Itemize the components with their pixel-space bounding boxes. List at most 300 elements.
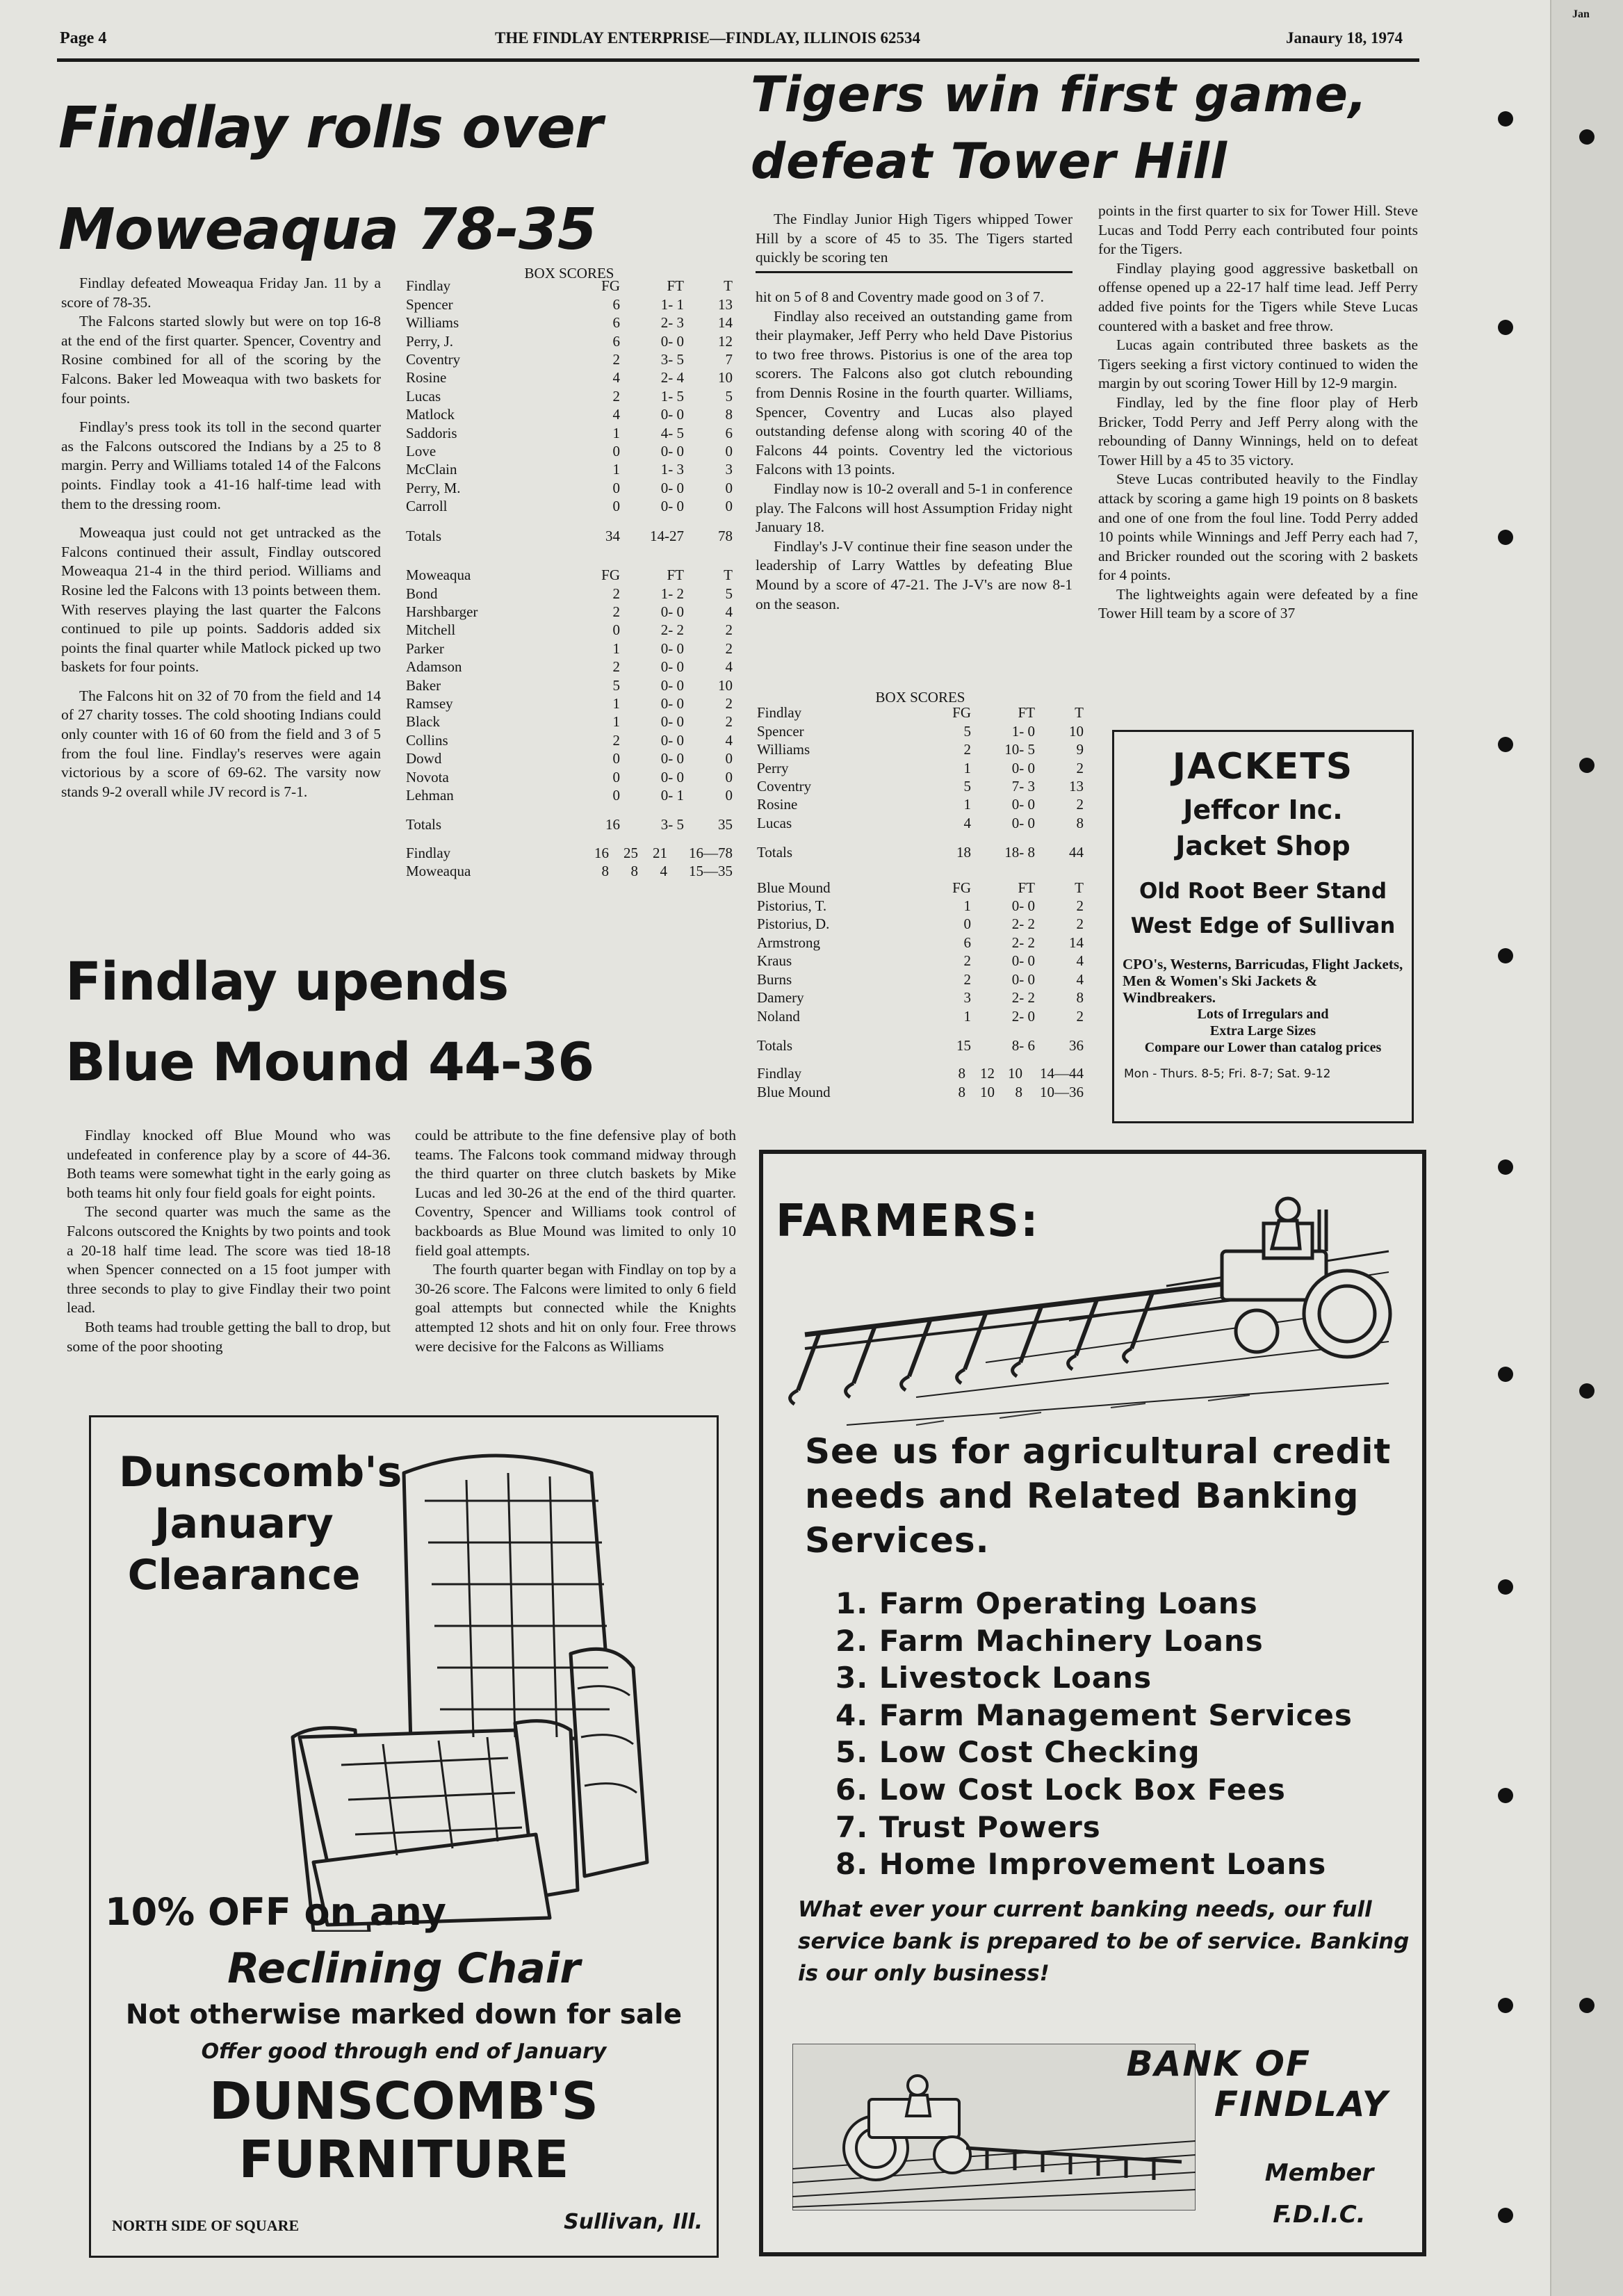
cell-stat: 1- 2: [660, 585, 684, 602]
cell-stat: 10: [1008, 1065, 1022, 1082]
cell-stat: 12: [980, 1065, 995, 1082]
player-row: [757, 1007, 1084, 1025]
cell-stat: 1- 1: [660, 295, 684, 313]
cell-name: Carroll: [406, 498, 448, 515]
article3-headline-line2: defeat Tower Hill: [751, 133, 1228, 190]
cell-stat: 4: [612, 369, 620, 386]
bank-name-line1: BANK OF: [1126, 2044, 1311, 2084]
totals-row: [757, 832, 1084, 861]
col-fg: FG: [952, 704, 971, 722]
cell-name: Perry, M.: [406, 479, 461, 496]
cell-stat: 14: [1069, 934, 1084, 951]
cell-stat: 0- 0: [660, 676, 684, 694]
binder-hole: [1498, 530, 1513, 545]
article2-p5: The fourth quarter began with Findlay on top by a 30-26 score. The Falcons were limited to only 6 field goal attempts but connected while the Knights attempted 12 shots and hit on only four. Free throws were decisive for the Falcons as Williams: [415, 1261, 736, 1355]
quarter-row: [757, 1064, 1084, 1082]
totals-ft: 14-27: [650, 527, 684, 544]
player-row: [757, 952, 1084, 970]
cell-stat: 8: [958, 1065, 965, 1082]
jackets-location1: Old Root Beer Stand: [1139, 879, 1387, 904]
article1-findlay-rows: [406, 295, 733, 516]
cell-stat: 0- 0: [1011, 897, 1035, 915]
cell-stat: 2: [725, 621, 733, 639]
cell-name: Saddoris: [406, 424, 457, 441]
cell-stat: 0- 0: [1011, 952, 1035, 970]
cell-stat: 4: [725, 603, 733, 620]
totals-label: Totals: [757, 844, 793, 861]
cell-stat: 0- 0: [660, 443, 684, 460]
bank-service-item: 6. Low Cost Lock Box Fees: [835, 1772, 1286, 1807]
cell-stat: 1: [963, 796, 971, 813]
article3-p4: Lucas again contributed three baskets as the Tigers seeking a first victory continued to widen the margin by out scoring Tower Hill by 12-9 margin.: [1098, 336, 1418, 392]
article2-headline-line2: Blue Mound 44-36: [65, 1031, 594, 1093]
cell-stat: 6: [612, 314, 620, 332]
cell-name: Kraus: [757, 952, 792, 970]
cell-stat: 0- 0: [660, 750, 684, 767]
totals-label: Totals: [757, 1036, 793, 1054]
cell-name: Rosine: [406, 369, 447, 386]
bank-service-item: 4. Farm Management Services: [835, 1697, 1353, 1732]
bank-name: [1062, 2044, 1389, 2124]
player-row: [406, 603, 733, 621]
col-fg: FG: [952, 879, 971, 896]
cell-stat: 2: [612, 731, 620, 749]
cell-stat: 2: [1076, 915, 1084, 933]
cell-name: Ramsey: [406, 694, 453, 712]
cell-stat: 13: [1069, 778, 1084, 795]
cell-name: Damery: [757, 989, 804, 1007]
col-fg: FG: [601, 567, 620, 584]
cell-stat: 0- 0: [660, 498, 684, 515]
article1-moweaqua-rows: [406, 585, 733, 805]
player-row: [406, 497, 733, 515]
article1-table-moweaqua: [406, 566, 733, 834]
team-name: Moweaqua: [406, 567, 471, 584]
article1-table-findlay: [406, 277, 733, 545]
article3-intro: [756, 210, 1073, 268]
cell-stat: 0: [725, 750, 733, 767]
cell-stat: 25: [623, 844, 638, 861]
tractor-plow-illustration: [777, 1161, 1403, 1432]
team-name: Findlay: [406, 277, 451, 295]
cell-stat: 0- 0: [660, 768, 684, 785]
player-row: [406, 694, 733, 713]
cell-stat: 0- 0: [660, 603, 684, 620]
article2-p9: Findlay's J-V continue their fine season under the leadership of Larry Wattles by defeating Blue Mound by a score of 47-21. The J-V's are now 8-1 on the season.: [756, 537, 1073, 612]
cell-name: Pistorius, D.: [757, 915, 830, 933]
cell-stat: 1: [963, 897, 971, 915]
binder-hole: [1498, 1367, 1513, 1382]
player-row: [757, 988, 1084, 1007]
jackets-location2: West Edge of Sullivan: [1130, 913, 1396, 938]
cell-stat: 1- 5: [660, 387, 684, 405]
cell-stat: 4: [612, 406, 620, 423]
cell-stat: 2: [725, 640, 733, 657]
cell-stat: 10—36: [1040, 1083, 1084, 1100]
cell-stat: 4: [725, 731, 733, 749]
player-row: [406, 479, 733, 497]
cell-name: Collins: [406, 731, 448, 749]
cell-stat: 0: [612, 621, 620, 639]
totals-ft: 3- 5: [660, 816, 684, 833]
player-row: [406, 295, 733, 314]
totals-row: [406, 516, 733, 545]
cell-stat: 10: [980, 1083, 995, 1100]
article2-col1: [67, 1126, 391, 1356]
cell-name: Coventry: [757, 778, 812, 795]
article2-bluemound-rows: [757, 897, 1084, 1025]
bank-lead: See us for agricultural credit needs and Related Banking Services.: [805, 1431, 1392, 1561]
cell-stat: 2: [612, 351, 620, 368]
article2-headline-line1: Findlay upends: [65, 950, 509, 1012]
column-rule: [756, 271, 1073, 273]
article2-findlay-rows: [757, 722, 1084, 832]
article2-p2: The second quarter was much the same as the Falcons outscored the Knights by two points and took a 20-18 half time lead. The score was tied 18-18 when Spencer connected on a 15 foot jumper with three seconds to play to give Findlay their two point lead.: [67, 1203, 391, 1317]
cell-stat: 4: [660, 863, 667, 880]
cell-name: Black: [406, 713, 440, 731]
cell-name: Novota: [406, 768, 449, 785]
cell-stat: 0- 0: [660, 731, 684, 749]
col-ft: FT: [1018, 879, 1035, 896]
team-name: Blue Mound: [757, 879, 831, 896]
totals-t: 44: [1069, 844, 1084, 861]
totals-label: Totals: [406, 816, 442, 833]
cell-stat: 8: [1076, 814, 1084, 831]
cell-stat: 12: [718, 332, 733, 350]
binder-hole: [1498, 1998, 1513, 2013]
cell-stat: 1: [963, 759, 971, 776]
player-row: [406, 314, 733, 332]
article3-p6: Steve Lucas contributed heavily to the Findlay attack by scoring a game high 19 points on 8 baskets and one of one from the foul line. Todd Perry added 10 points while Winnings and Jeff Perry each had 7, and Bricker rounded out the scoring with 2 baskets for 4 points.: [1098, 471, 1418, 584]
cell-stat: 3: [725, 461, 733, 478]
cell-stat: 0- 0: [660, 658, 684, 676]
dunscomb-title-line1: Dunscomb's: [119, 1448, 402, 1497]
player-row: [406, 368, 733, 386]
player-row: [406, 731, 733, 749]
cell-stat: 0: [612, 768, 620, 785]
player-row: [406, 585, 733, 603]
cell-stat: 3: [963, 989, 971, 1007]
dunscomb-offer: 10% OFF on any: [105, 1890, 446, 1934]
article1-body: [61, 274, 381, 801]
cell-stat: 0: [963, 915, 971, 933]
cell-name: Burns: [757, 970, 792, 988]
binder-hole: [1498, 1579, 1513, 1595]
cell-name: Harshbarger: [406, 603, 478, 620]
cell-stat: 6: [963, 934, 971, 951]
dunscomb-location: NORTH SIDE OF SQUARE: [112, 2217, 300, 2234]
jackets-ad: [1112, 730, 1414, 1123]
cell-stat: 1- 0: [1011, 722, 1035, 740]
cell-name: Lucas: [406, 387, 441, 405]
cell-stat: 0: [725, 443, 733, 460]
box-score-title: BOX SCORES: [875, 689, 965, 706]
cell-stat: 2: [1076, 1007, 1084, 1025]
cell-stat: 2: [963, 741, 971, 758]
article2-p1: Findlay knocked off Blue Mound who was undefeated in conference play by a score of 44-36. Both teams were somewhat tight in the early going as both teams hit only four field goals for eight points.: [67, 1127, 391, 1201]
cell-stat: 0: [725, 479, 733, 496]
jackets-lots: Lots of Irregulars and: [1197, 1007, 1329, 1022]
jackets-title: JACKETS: [1172, 746, 1354, 788]
cell-stat: 6: [612, 295, 620, 313]
article3-p2: points in the first quarter to six for Tower Hill. Steve Lucas and Todd Perry each contributed four points for the Tigers.: [1098, 202, 1418, 258]
masthead: THE FINDLAY ENTERPRISE—FINDLAY, ILLINOIS 62534: [495, 29, 921, 47]
cell-stat: 2: [725, 694, 733, 712]
cell-stat: 0: [612, 750, 620, 767]
jackets-company: Jeffcor Inc.: [1183, 795, 1343, 825]
cell-stat: 0- 0: [660, 332, 684, 350]
article3-headline: [751, 61, 1368, 195]
cell-stat: 1: [612, 713, 620, 731]
article2-p8: Findlay now is 10-2 overall and 5-1 in conference play. The Falcons will host Assumption Friday night January 18.: [756, 480, 1073, 536]
binder-hole: [1498, 737, 1513, 752]
cell-stat: 2: [612, 603, 620, 620]
cell-stat: 2: [963, 952, 971, 970]
bank-service-item: 3. Livestock Loans: [835, 1661, 1152, 1695]
player-row: [406, 424, 733, 442]
article3-headline-line1: Tigers win first game,: [751, 66, 1368, 123]
cell-stat: 0: [725, 768, 733, 785]
col-ft: FT: [1018, 704, 1035, 722]
article2-quarter-table: [757, 1064, 1084, 1101]
player-row: [757, 759, 1084, 777]
table-header-row: [757, 879, 1084, 897]
cell-stat: 0- 0: [1011, 814, 1035, 831]
totals-fg: 16: [605, 816, 620, 833]
cell-stat: 10- 5: [1004, 741, 1035, 758]
cell-name: Parker: [406, 640, 444, 657]
cell-stat: 2: [1076, 897, 1084, 915]
cell-name: Perry: [757, 759, 789, 776]
cell-stat: 10: [1069, 722, 1084, 740]
totals-t: 36: [1069, 1036, 1084, 1054]
cell-stat: 8: [630, 863, 638, 880]
dunscomb-name-line2: FURNITURE: [238, 2130, 569, 2190]
binder-hole: [1498, 320, 1513, 335]
totals-t: 78: [718, 527, 733, 544]
cell-stat: 5: [725, 585, 733, 602]
player-row: [406, 442, 733, 460]
cell-stat: 8: [1076, 989, 1084, 1007]
cell-name: Baker: [406, 676, 441, 694]
fdic-label: F.D.I.C.: [1273, 2201, 1366, 2229]
dunscomb-item: Reclining Chair: [227, 1944, 580, 1993]
cell-stat: 0- 0: [660, 479, 684, 496]
binder-hole: [1579, 758, 1595, 773]
cell-name: Coventry: [406, 351, 461, 368]
cell-name: Findlay: [406, 844, 451, 861]
cell-stat: 1: [612, 640, 620, 657]
cell-stat: 2- 2: [1011, 989, 1035, 1007]
col-t: T: [724, 567, 733, 584]
cell-stat: 15—35: [689, 863, 733, 880]
article1-p2: The Falcons started slowly but were on top 16-8 at the end of the first quarter. Spencer, Coventry and Rosine combined for all of the scoring by the Falcons. Baker led Moweaqua with two baskets for four points.: [61, 313, 381, 407]
cell-stat: 2: [1076, 759, 1084, 776]
article3-p7: The lightweights again were defeated by a fine Tower Hill team by a score of 37: [1098, 585, 1418, 622]
player-row: [406, 749, 733, 767]
jackets-items: CPO's, Westerns, Barricudas, Flight Jackets, Men & Women's Ski Jackets & Windbreakers.: [1123, 956, 1403, 1006]
cell-stat: 0: [725, 786, 733, 804]
cell-stat: 0- 0: [1011, 759, 1035, 776]
jackets-sizes: Extra Large Sizes: [1209, 1023, 1316, 1039]
cell-name: Adamson: [406, 658, 462, 676]
player-row: [757, 915, 1084, 933]
cell-name: Mitchell: [406, 621, 456, 639]
totals-fg: 34: [605, 527, 620, 544]
article2-p6: hit on 5 of 8 and Coventry made good on 3 of 7.: [756, 288, 1045, 305]
article2-table-bluemound: [757, 879, 1084, 1055]
player-row: [757, 934, 1084, 952]
cell-name: Spencer: [757, 722, 804, 740]
bank-service-item: 8. Home Improvement Loans: [835, 1847, 1327, 1882]
cell-name: Blue Mound: [757, 1083, 831, 1100]
cell-stat: 5: [963, 722, 971, 740]
article1-quarter-table: [406, 844, 733, 881]
cell-stat: 2- 4: [660, 369, 684, 386]
dunscomb-good-through: Offer good through end of January: [201, 2039, 607, 2064]
cell-stat: 4: [725, 658, 733, 676]
cell-name: Rosine: [757, 796, 798, 813]
cell-stat: 21: [653, 844, 667, 861]
article2-col3: [756, 288, 1073, 614]
cell-stat: 2: [612, 387, 620, 405]
recliner-chair-illustration: [286, 1445, 675, 1932]
col-t: T: [724, 277, 733, 295]
cell-stat: 7: [725, 351, 733, 368]
cell-stat: 0- 0: [660, 406, 684, 423]
col-fg: FG: [601, 277, 620, 295]
cell-name: Williams: [757, 741, 810, 758]
player-row: [406, 786, 733, 804]
cell-name: Armstrong: [757, 934, 820, 951]
cell-stat: 1: [963, 1007, 971, 1025]
dunscomb-ad: [89, 1415, 719, 2258]
cell-stat: 2: [725, 713, 733, 731]
page-number: Page 4: [60, 29, 107, 47]
cell-stat: 0- 0: [660, 694, 684, 712]
cell-stat: 0- 0: [1011, 796, 1035, 813]
cell-stat: 8: [958, 1083, 965, 1100]
article2-col2: [415, 1126, 736, 1356]
cell-stat: 2: [1076, 796, 1084, 813]
totals-row: [406, 804, 733, 833]
binder-hole: [1498, 2208, 1513, 2223]
article3-col2: [1098, 202, 1418, 624]
dunscomb-note: Not otherwise marked down for sale: [125, 1999, 683, 2030]
cell-stat: 4: [963, 814, 971, 831]
article2-box-score: [757, 688, 1084, 1101]
col-ft: FT: [667, 277, 684, 295]
dunscomb-title-line2: January: [154, 1499, 334, 1548]
player-row: [406, 676, 733, 694]
player-row: [406, 640, 733, 658]
binder-hole: [1498, 1159, 1513, 1175]
cell-stat: 4- 5: [660, 424, 684, 441]
article1-box-score: [406, 264, 733, 881]
cell-stat: 2: [612, 658, 620, 676]
issue-date: Janaury 18, 1974: [1286, 29, 1403, 47]
cell-stat: 0- 0: [1011, 970, 1035, 988]
bank-services-list: [835, 1585, 1405, 1883]
cell-stat: 2- 2: [1011, 934, 1035, 951]
player-row: [757, 814, 1084, 832]
cell-stat: 8: [601, 863, 609, 880]
cell-stat: 0: [612, 786, 620, 804]
table-header-row: [406, 566, 733, 584]
dunscomb-name: [91, 2072, 717, 2189]
member-label: Member: [1264, 2159, 1374, 2187]
cell-stat: 0: [612, 498, 620, 515]
cell-name: Findlay: [757, 1065, 802, 1082]
totals-t: 35: [718, 816, 733, 833]
bank-service-item: 1. Farm Operating Loans: [835, 1586, 1258, 1620]
article2-p3: Both teams had trouble getting the ball to drop, but some of the poor shooting: [67, 1318, 391, 1355]
player-row: [757, 740, 1084, 758]
jackets-compare: Compare our Lower than catalog prices: [1144, 1040, 1382, 1055]
bank-tagline: What ever your current banking needs, our full service bank is prepared to be of service. Banking is our only business!: [798, 1897, 1410, 1986]
cell-stat: 3- 5: [660, 351, 684, 368]
cell-stat: 2- 0: [1011, 1007, 1035, 1025]
article2-p7: Findlay also received an outstanding game from their playmaker, Jeff Perry who held Dave Pistorius to two free throws. Pistorius is one of the area top scorers. The Falcons also got clutch rebounding from Dennis Rosine in the fourth quarter. Williams, Spencer, Coventry and Lucas also played outstanding defense along with scoring 40 of the Falcons 44 points. Coventry led the victorious Falcons with 13 points.: [756, 307, 1073, 478]
cell-stat: 4: [1076, 970, 1084, 988]
cell-name: Pistorius, T.: [757, 897, 827, 915]
bank-service-item: 7. Trust Powers: [835, 1809, 1101, 1844]
binder-hole: [1498, 1788, 1513, 1803]
article1-p4: Moweaqua just could not get untracked as the Falcons continued their assult, Findlay outscored Moweaqua 21-4 in the third period. Williams and Rosine led the Falcons with 13 points between them. With reserves playing the last quarter the Falcons continued to pile up points. Saddoris added six points the final quarter while Matlock picked up two baskets for four points.: [61, 524, 381, 676]
cell-stat: 1: [612, 694, 620, 712]
article1-p3: Findlay's press took its toll in the second quarter as the Falcons outscored the Indians by a 25 to 8 margin. Perry and Williams totaled 14 of the Falcons points. Findlay took a 41-16 half-time lead with them to the dressing room.: [61, 418, 381, 512]
cell-name: Moweaqua: [406, 863, 471, 880]
cell-stat: 5: [612, 676, 620, 694]
player-row: [757, 795, 1084, 813]
cell-name: Lehman: [406, 786, 454, 804]
cell-name: Bond: [406, 585, 438, 602]
binder-hole: [1498, 111, 1513, 127]
totals-row: [757, 1025, 1084, 1055]
cell-stat: 0- 1: [660, 786, 684, 804]
next-page-edge: [1550, 0, 1623, 2296]
player-row: [406, 460, 733, 478]
cell-stat: 10: [718, 369, 733, 386]
player-row: [406, 332, 733, 350]
next-page-date: Jan: [1572, 8, 1590, 20]
cell-name: Noland: [757, 1007, 800, 1025]
article1-headline: [58, 78, 602, 281]
cell-stat: 0: [612, 479, 620, 496]
totals-ft: 18- 8: [1004, 844, 1035, 861]
cell-stat: 1: [612, 424, 620, 441]
player-row: [757, 897, 1084, 915]
cell-stat: 13: [718, 295, 733, 313]
team-name: Findlay: [757, 704, 802, 722]
cell-stat: 5: [725, 387, 733, 405]
cell-stat: 5: [963, 778, 971, 795]
bank-ad: [759, 1150, 1426, 2256]
binder-hole: [1579, 1998, 1595, 2013]
article2-quarter-rows: [757, 1064, 1084, 1101]
quarter-row: [406, 862, 733, 880]
cell-stat: 2- 3: [660, 314, 684, 332]
player-row: [757, 970, 1084, 988]
cell-stat: 14: [718, 314, 733, 332]
cell-name: Spencer: [406, 295, 453, 313]
cell-stat: 2- 2: [660, 621, 684, 639]
article1-p5: The Falcons hit on 32 of 70 from the field and 14 of 27 charity tosses. The cold shooting Indians could only counter with 16 of 60 from the field and 3 of 5 from the foul line. Findlay's reserves were again victorious by a score of 69-62. The varsity now stands 9-2 overall while JV record is 7-1.: [61, 687, 381, 800]
player-row: [406, 621, 733, 639]
cell-name: Love: [406, 443, 437, 460]
cell-name: Dowd: [406, 750, 442, 767]
bank-member: [1250, 2152, 1389, 2236]
